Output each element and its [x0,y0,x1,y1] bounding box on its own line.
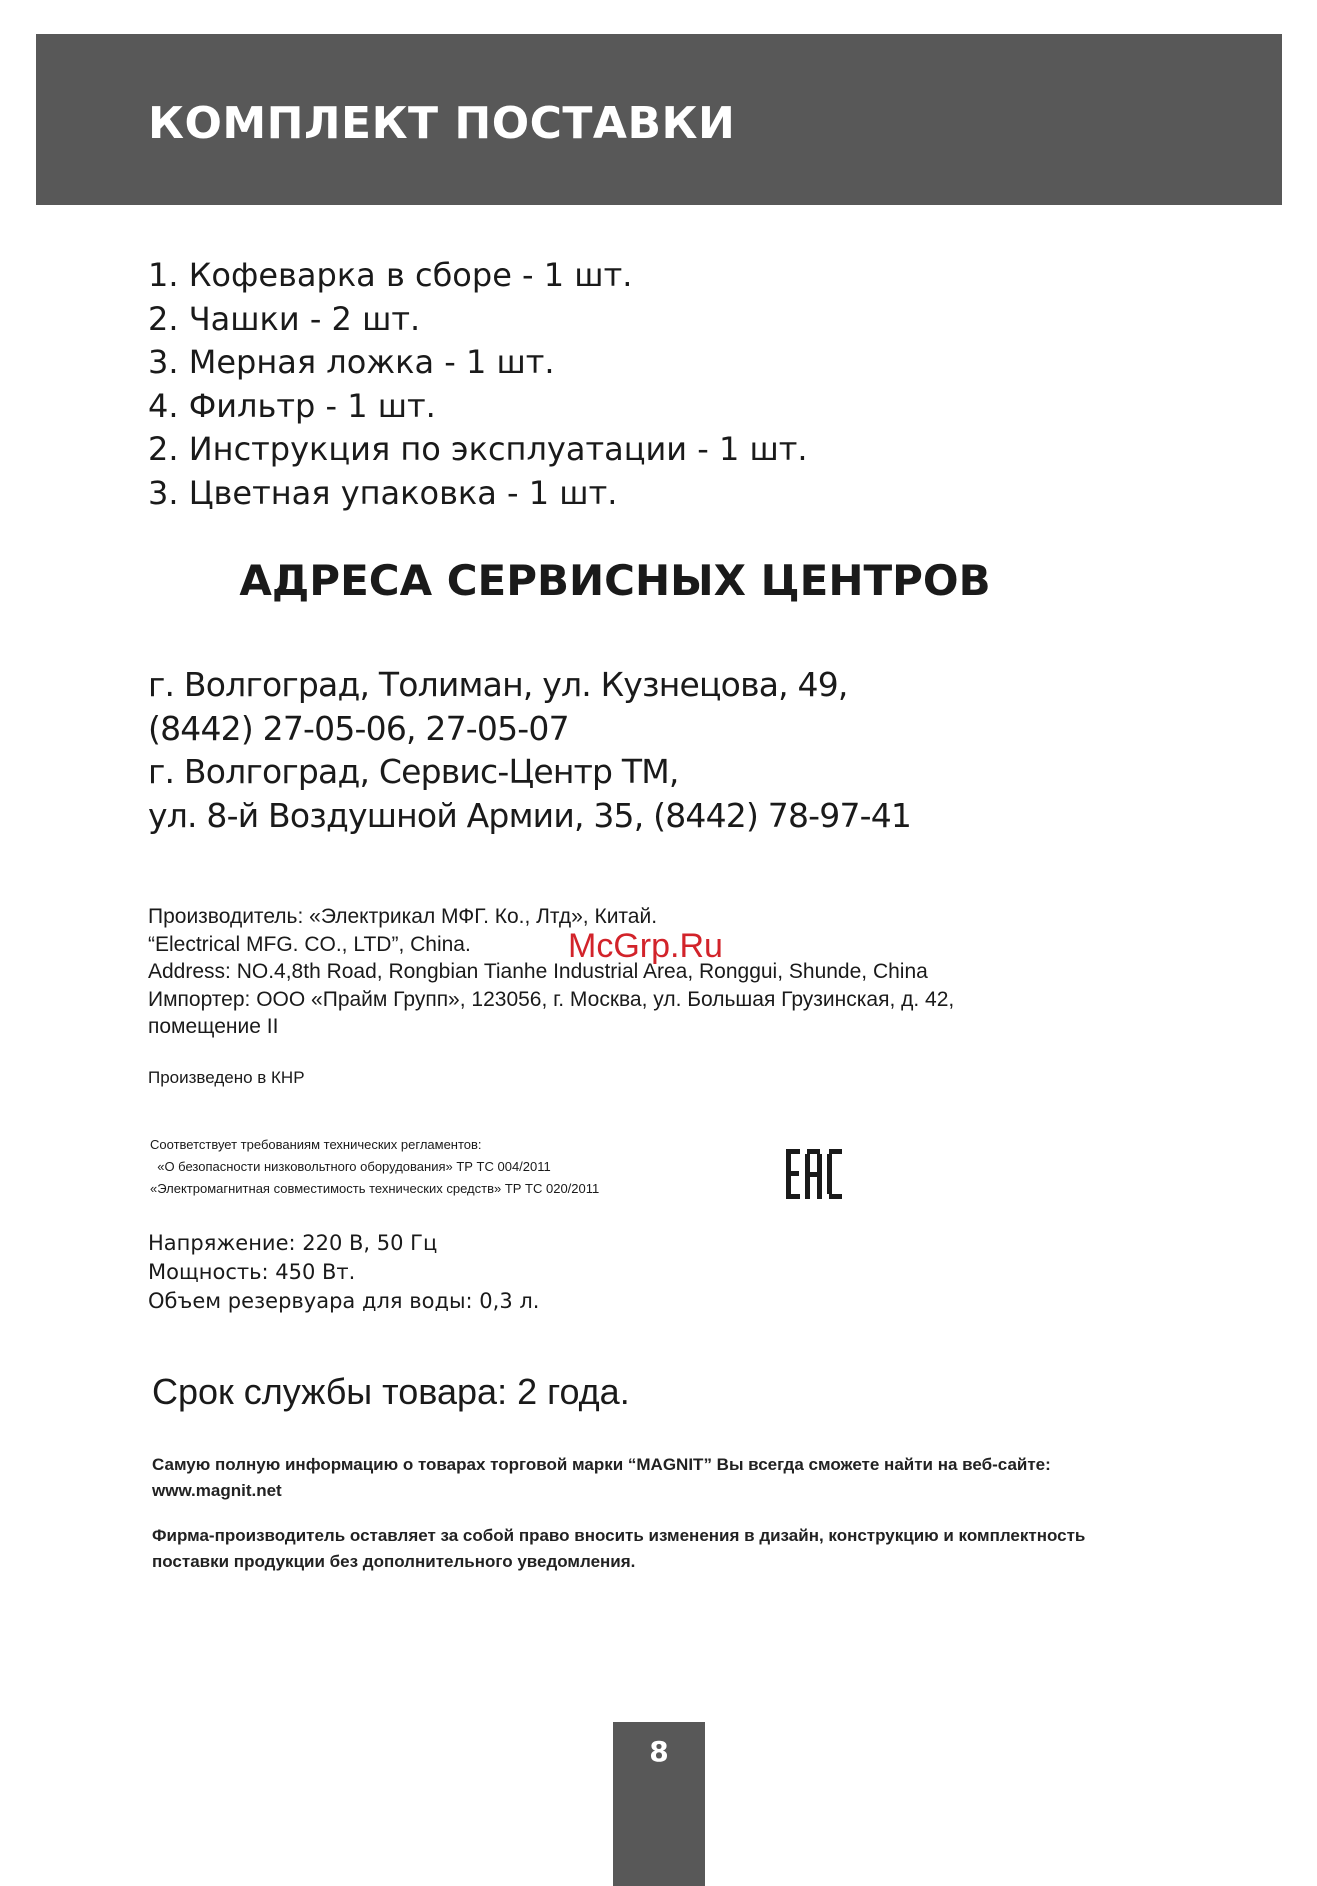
watermark: McGrp.Ru [568,927,723,965]
list-item: 3. Цветная упаковка - 1 шт. [148,473,618,512]
address-line: г. Волгоград, Толиман, ул. Кузнецова, 49, [148,665,848,704]
list-item: 3. Мерная ложка - 1 шт. [148,343,555,381]
specifications [148,1229,539,1316]
manufacturer-line: Импортер: ООО «Прайм Групп», 123056, г. Москва, ул. Большая Грузинская, д. 42, [148,987,955,1011]
compliance-line: Соответствует требованиям технических регламентов: [150,1137,482,1152]
info-disclaimer [152,1523,1162,1575]
info-website [152,1452,1162,1504]
compliance-line: «О безопасности низковольтного оборудования» ТР ТС 004/2011 [150,1159,551,1174]
service-centers-title: АДРЕСА СЕРВИСНЫХ ЦЕНТРОВ [239,556,991,605]
list-item: 2. Инструкция по эксплуатации - 1 шт. [148,430,808,468]
list-item: 2. Чашки - 2 шт. [148,299,421,338]
address-line: г. Волгоград, Сервис-Центр ТМ, [148,752,679,791]
list-item: 1. Кофеварка в сборе - 1 шт. [148,256,633,294]
spec-line: Объем резервуара для воды: 0,3 л. [148,1289,540,1313]
page-title: КОМПЛЕКТ ПОСТАВКИ [148,98,736,149]
page-number: 8 [649,1735,669,1768]
spec-line: Мощность: 450 Вт. [148,1260,356,1284]
eac-mark-icon [784,1145,844,1203]
spec-line: Напряжение: 220 В, 50 Гц [148,1231,438,1255]
service-centers-addresses [148,663,911,837]
kit-list [148,254,808,515]
compliance-info [150,1134,599,1200]
address-line: ул. 8-й Воздушной Армии, 35, (8442) 78-97-41 [148,795,912,835]
manufacturer-line: “Electrical MFG. CO., LTD”, China. [148,932,471,956]
compliance-line: «Электромагнитная совместимость технических средств» ТР ТС 020/2011 [150,1181,600,1196]
info-line: Самую полную информацию о товарах торговой марки “MAGNIT” Вы всегда сможете найти на веб-сайте: [152,1455,1051,1474]
info-line: Фирма-производитель оставляет за собой право вносить изменения в дизайн, конструкцию и комплектность [152,1526,1086,1545]
manufacturer-info [148,903,954,1041]
website-link[interactable]: www.magnit.net [152,1481,282,1500]
manufacturer-line: Address: NO.4,8th Road, Rongbian Tianhe Industrial Area, Ronggui, Shunde, China [148,960,928,983]
manufacturer-line: помещение II [148,1015,279,1038]
list-item: 4. Фильтр - 1 шт. [148,386,436,425]
manufacturer-line: Производитель: «Электрикал МФГ. Ко., Лтд», Китай. [148,905,658,928]
made-in: Произведено в КНР [148,1068,305,1087]
address-line: (8442) 27-05-06, 27-05-07 [148,708,569,748]
service-life: Срок службы товара: 2 года. [152,1371,630,1412]
info-line: поставки продукции без дополнительного уведомления. [152,1552,636,1571]
